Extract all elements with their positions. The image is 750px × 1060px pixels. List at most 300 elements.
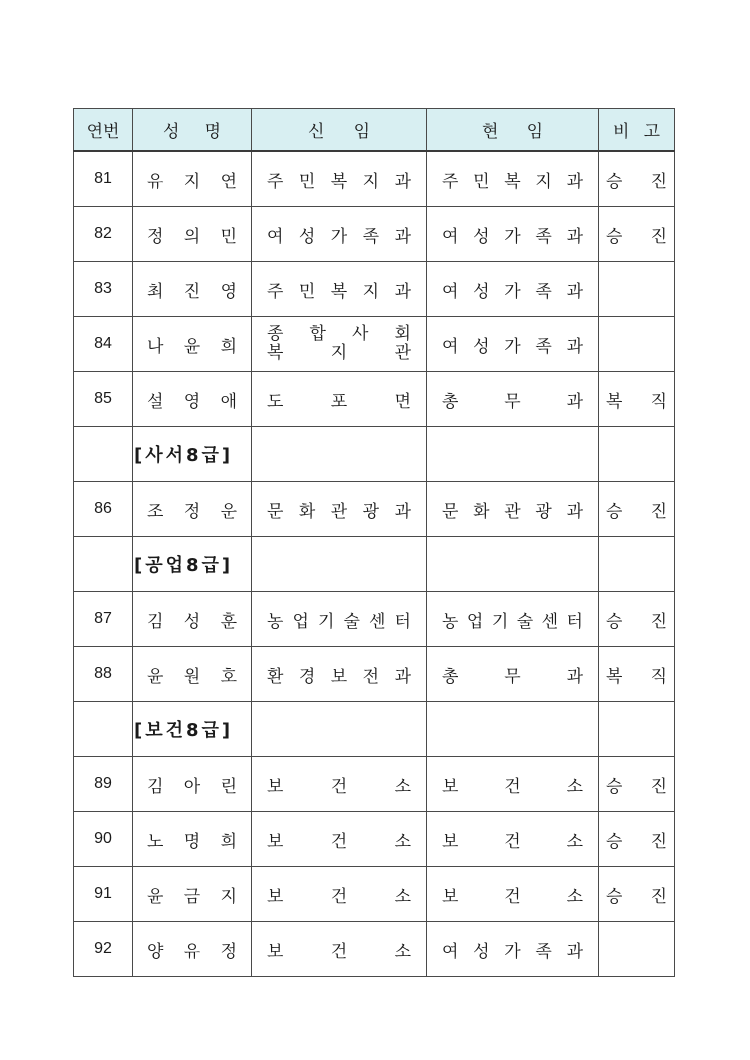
person-name — [133, 482, 251, 536]
new-post-char: 건 — [330, 831, 348, 852]
person-name-char: 윤 — [147, 666, 164, 687]
new-post — [252, 482, 426, 536]
new-post-char: 주 — [267, 281, 284, 302]
new-post-cell — [252, 647, 427, 702]
table-row — [74, 207, 675, 262]
note — [599, 757, 674, 811]
new-post-char: 면 — [394, 391, 411, 412]
section-label: [공업8급] — [134, 555, 234, 576]
person-name-char: 유 — [147, 171, 164, 192]
new-post-char: 보 — [330, 666, 348, 687]
header-name-char: 성 — [163, 122, 180, 142]
new-post-cell — [252, 427, 427, 482]
current-post-cell — [427, 372, 599, 427]
person-name-char: 영 — [220, 281, 237, 302]
new-post — [252, 262, 426, 316]
row-number: 88 — [94, 665, 112, 682]
current-post — [427, 647, 598, 701]
row-number: 89 — [94, 775, 112, 792]
no-cell — [74, 262, 133, 317]
current-post-char: 족 — [535, 226, 552, 247]
current-post — [427, 262, 598, 316]
current-post — [427, 317, 598, 371]
new-post-char: 소 — [394, 941, 411, 962]
person-name-char: 조 — [147, 501, 164, 522]
section-label-cell — [133, 537, 252, 592]
table-row — [74, 647, 675, 702]
person-name-char: 의 — [183, 226, 201, 247]
current-post-char: 가 — [504, 336, 521, 357]
current-post-char: 보 — [442, 776, 459, 797]
new-post-two-line — [252, 317, 426, 371]
current-post-char: 여 — [442, 281, 459, 302]
person-name-char: 진 — [183, 281, 201, 302]
current-post — [427, 482, 598, 536]
note — [599, 152, 674, 206]
new-post-char: 과 — [394, 171, 411, 192]
current-post-char: 가 — [504, 941, 521, 962]
current-post-char: 복 — [504, 171, 521, 192]
header-current-post — [427, 109, 599, 152]
current-post-cell — [427, 702, 599, 757]
header-note-char: 고 — [643, 122, 660, 142]
person-name-char: 윤 — [183, 336, 201, 357]
header-no — [74, 109, 133, 152]
current-post-char: 여 — [442, 336, 459, 357]
header-new-post-char: 신 — [308, 122, 325, 142]
new-post-cell — [252, 757, 427, 812]
current-post-char: 무 — [504, 666, 521, 687]
row-number: 92 — [94, 940, 112, 957]
new-post-char: 민 — [298, 171, 316, 192]
new-post-cell — [252, 262, 427, 317]
row-number: 85 — [94, 390, 112, 407]
current-post-char: 화 — [473, 501, 490, 522]
new-post-cell — [252, 482, 427, 537]
current-post-char: 가 — [504, 226, 521, 247]
row-number: 82 — [94, 225, 112, 242]
new-post-char: 합 — [309, 324, 326, 344]
person-name-char: 희 — [220, 336, 237, 357]
note-char: 진 — [650, 501, 667, 522]
current-post-char: 소 — [566, 776, 583, 797]
name-cell — [133, 207, 252, 262]
person-name-char: 유 — [183, 941, 201, 962]
note-char: 복 — [606, 666, 623, 687]
current-post-char: 농 — [442, 611, 459, 632]
new-post-char: 소 — [394, 776, 411, 797]
new-post-char: 문 — [267, 501, 284, 522]
note-char: 복 — [606, 391, 623, 412]
person-name-char: 민 — [220, 226, 237, 247]
new-post-cell — [252, 702, 427, 757]
note-char: 직 — [650, 391, 667, 412]
no-cell — [74, 427, 133, 482]
new-post-cell — [252, 592, 427, 647]
current-post-char: 소 — [566, 831, 583, 852]
header-name — [133, 109, 252, 152]
new-post-line — [267, 344, 411, 363]
person-name-char: 노 — [147, 831, 164, 852]
current-post-char: 광 — [535, 501, 552, 522]
table-row — [74, 372, 675, 427]
person-name — [133, 207, 251, 261]
new-post-char: 과 — [394, 281, 411, 302]
no-cell — [74, 317, 133, 372]
current-post-char: 주 — [442, 171, 459, 192]
note-cell — [599, 317, 675, 372]
no-cell — [74, 922, 133, 977]
person-name-char: 희 — [220, 831, 237, 852]
note-cell — [599, 592, 675, 647]
person-name-char: 김 — [147, 611, 164, 632]
note-char: 진 — [650, 611, 667, 632]
current-post-char: 족 — [535, 336, 552, 357]
current-post — [427, 207, 598, 261]
new-post-char: 보 — [267, 776, 284, 797]
table-row — [74, 592, 675, 647]
name-cell — [133, 592, 252, 647]
note-cell — [599, 427, 675, 482]
new-post-char: 화 — [298, 501, 316, 522]
new-post-char: 과 — [394, 226, 411, 247]
new-post-char: 성 — [298, 226, 316, 247]
no-cell — [74, 812, 133, 867]
current-post-char: 술 — [516, 611, 534, 632]
current-post-char: 과 — [566, 941, 583, 962]
current-post-cell — [427, 207, 599, 262]
name-cell — [133, 317, 252, 372]
new-post-char: 소 — [394, 831, 411, 852]
section-row — [74, 702, 675, 757]
current-post — [427, 592, 598, 646]
current-post-char: 성 — [473, 336, 490, 357]
current-post-char: 과 — [566, 336, 583, 357]
current-post-char: 과 — [566, 391, 583, 412]
new-post-cell — [252, 317, 427, 372]
note-char: 승 — [606, 886, 623, 907]
current-post-char: 보 — [442, 886, 459, 907]
new-post-char: 회 — [394, 324, 411, 344]
header-new-post-char: 임 — [353, 122, 370, 142]
current-post-char: 과 — [566, 226, 583, 247]
table-row — [74, 262, 675, 317]
new-post-char: 지 — [362, 281, 380, 302]
row-number: 84 — [94, 335, 112, 352]
current-post-char: 기 — [491, 611, 509, 632]
person-name — [133, 867, 251, 921]
new-post-char: 가 — [330, 226, 348, 247]
table-row — [74, 867, 675, 922]
new-post-char: 건 — [330, 776, 348, 797]
new-post-char: 터 — [394, 611, 411, 632]
note-char: 승 — [606, 226, 623, 247]
new-post — [252, 922, 426, 976]
new-post-char: 복 — [330, 281, 348, 302]
new-post-char: 포 — [330, 391, 348, 412]
new-post-char: 지 — [362, 171, 380, 192]
no-cell — [74, 151, 133, 207]
new-post — [252, 152, 426, 206]
current-post-char: 과 — [566, 171, 583, 192]
note — [599, 867, 674, 921]
note-char: 직 — [650, 666, 667, 687]
person-name-char: 연 — [220, 171, 237, 192]
note — [599, 207, 674, 261]
new-post-char: 농 — [267, 611, 284, 632]
new-post-char: 사 — [352, 324, 369, 344]
person-name-char: 양 — [147, 941, 164, 962]
new-post-char: 족 — [362, 226, 380, 247]
current-post-char: 보 — [442, 831, 459, 852]
note-char: 진 — [650, 776, 667, 797]
no-cell — [74, 482, 133, 537]
person-name-char: 훈 — [220, 611, 237, 632]
current-post-char: 민 — [473, 171, 490, 192]
note — [599, 647, 674, 701]
current-post-char: 성 — [473, 281, 490, 302]
name-cell — [133, 757, 252, 812]
person-name-char: 최 — [147, 281, 164, 302]
header-name-char: 명 — [204, 122, 221, 142]
current-post-char: 건 — [504, 776, 521, 797]
name-cell — [133, 867, 252, 922]
note-char: 승 — [606, 611, 623, 632]
current-post-cell — [427, 592, 599, 647]
no-cell — [74, 592, 133, 647]
new-post-char: 환 — [267, 666, 284, 687]
name-cell — [133, 151, 252, 207]
note — [599, 482, 674, 536]
note-cell — [599, 922, 675, 977]
current-post-char: 여 — [442, 941, 459, 962]
current-post-cell — [427, 647, 599, 702]
current-post-cell — [427, 867, 599, 922]
current-post-cell — [427, 812, 599, 867]
no-cell — [74, 702, 133, 757]
row-number: 87 — [94, 610, 112, 627]
header-new-post — [252, 109, 427, 152]
new-post-char: 관 — [394, 343, 411, 363]
new-post-cell — [252, 372, 427, 427]
current-post-char: 과 — [566, 501, 583, 522]
note — [599, 812, 674, 866]
new-post-char: 기 — [318, 611, 335, 632]
new-post-line — [267, 325, 411, 344]
current-post-cell — [427, 922, 599, 977]
new-post-char: 지 — [330, 343, 348, 363]
name-cell — [133, 372, 252, 427]
person-name-char: 린 — [220, 776, 237, 797]
name-cell — [133, 262, 252, 317]
person-name-char: 윤 — [147, 886, 164, 907]
current-post-char: 소 — [566, 886, 583, 907]
table-row — [74, 151, 675, 207]
person-name-char: 금 — [183, 886, 201, 907]
new-post-char: 복 — [267, 343, 284, 363]
row-number: 83 — [94, 280, 112, 297]
person-name-char: 원 — [183, 666, 201, 687]
new-post-cell — [252, 812, 427, 867]
person-name-char: 설 — [147, 391, 164, 412]
current-post — [427, 867, 598, 921]
table-row — [74, 317, 675, 372]
person-name-char: 호 — [220, 666, 237, 687]
current-post-cell — [427, 151, 599, 207]
new-post-char: 보 — [267, 886, 284, 907]
note-cell — [599, 812, 675, 867]
current-post-cell — [427, 537, 599, 592]
note-cell — [599, 372, 675, 427]
new-post-char: 도 — [267, 391, 284, 412]
note-char: 진 — [650, 171, 667, 192]
new-post-char: 센 — [369, 611, 386, 632]
new-post-cell — [252, 207, 427, 262]
note-cell — [599, 867, 675, 922]
current-post-char: 과 — [566, 281, 583, 302]
name-cell — [133, 812, 252, 867]
note-char: 승 — [606, 501, 623, 522]
person-name-char: 나 — [147, 336, 164, 357]
person-name — [133, 922, 251, 976]
table-row — [74, 757, 675, 812]
new-post — [252, 647, 426, 701]
current-post-char: 총 — [442, 666, 459, 687]
person-name-char: 지 — [183, 171, 201, 192]
new-post — [252, 757, 426, 811]
note-cell — [599, 482, 675, 537]
section-label-cell — [133, 702, 252, 757]
person-name-char: 김 — [147, 776, 164, 797]
no-cell — [74, 537, 133, 592]
note-char: 승 — [606, 171, 623, 192]
current-post-char: 건 — [504, 831, 521, 852]
note-cell — [599, 757, 675, 812]
note-cell — [599, 647, 675, 702]
new-post — [252, 867, 426, 921]
table-row — [74, 922, 675, 977]
current-post-char: 족 — [535, 941, 552, 962]
new-post-char: 업 — [292, 611, 309, 632]
new-post — [252, 372, 426, 426]
current-post-char: 건 — [504, 886, 521, 907]
note-char: 진 — [650, 226, 667, 247]
current-post — [427, 757, 598, 811]
new-post-char: 보 — [267, 941, 284, 962]
person-name-char: 성 — [183, 611, 201, 632]
new-post-char: 건 — [330, 941, 348, 962]
header-note-char: 비 — [613, 122, 630, 142]
person-name-char: 애 — [220, 391, 237, 412]
person-name-char: 아 — [183, 776, 201, 797]
current-post-cell — [427, 262, 599, 317]
table-body — [74, 151, 675, 977]
current-post-char: 지 — [535, 171, 552, 192]
row-number: 81 — [94, 170, 112, 187]
person-name — [133, 317, 251, 371]
current-post — [427, 812, 598, 866]
current-post — [427, 152, 598, 206]
header-note — [599, 109, 675, 152]
person-name — [133, 757, 251, 811]
current-post-cell — [427, 317, 599, 372]
current-post-char: 족 — [535, 281, 552, 302]
note-char: 진 — [650, 831, 667, 852]
table-header — [74, 109, 675, 152]
section-row — [74, 537, 675, 592]
no-cell — [74, 207, 133, 262]
new-post-char: 술 — [343, 611, 360, 632]
new-post-char: 과 — [394, 666, 411, 687]
row-number: 91 — [94, 885, 112, 902]
section-label: [사서8급] — [134, 445, 234, 466]
current-post-char: 과 — [566, 666, 583, 687]
person-name-char: 정 — [220, 941, 237, 962]
no-cell — [74, 867, 133, 922]
person-name — [133, 262, 251, 316]
current-post-char: 무 — [504, 391, 521, 412]
current-post-char: 문 — [442, 501, 459, 522]
new-post-char: 여 — [267, 226, 284, 247]
header-current-post-char: 임 — [526, 122, 543, 142]
note-char: 승 — [606, 831, 623, 852]
name-cell — [133, 647, 252, 702]
current-post-char: 총 — [442, 391, 459, 412]
section-label-cell — [133, 427, 252, 482]
new-post-char: 관 — [330, 501, 348, 522]
no-cell — [74, 647, 133, 702]
new-post-cell — [252, 922, 427, 977]
new-post — [252, 592, 426, 646]
new-post-cell — [252, 151, 427, 207]
note-cell — [599, 151, 675, 207]
person-name — [133, 592, 251, 646]
current-post-cell — [427, 427, 599, 482]
new-post-char: 건 — [330, 886, 348, 907]
person-name-char: 영 — [183, 391, 201, 412]
person-name-char: 정 — [183, 501, 201, 522]
person-name — [133, 372, 251, 426]
no-cell — [74, 372, 133, 427]
section-row — [74, 427, 675, 482]
name-cell — [133, 482, 252, 537]
person-name-char: 지 — [220, 886, 237, 907]
current-post-char: 관 — [504, 501, 521, 522]
name-cell — [133, 922, 252, 977]
person-name-char: 정 — [147, 226, 164, 247]
header-current-post-char: 현 — [482, 122, 499, 142]
note-cell — [599, 207, 675, 262]
new-post — [252, 812, 426, 866]
person-name-char: 명 — [183, 831, 201, 852]
new-post-char: 주 — [267, 171, 284, 192]
person-name — [133, 647, 251, 701]
current-post-cell — [427, 757, 599, 812]
note — [599, 372, 674, 426]
current-post — [427, 372, 598, 426]
new-post-char: 과 — [394, 501, 411, 522]
new-post-char: 민 — [298, 281, 316, 302]
table-row — [74, 812, 675, 867]
header-no-label: 연번 — [86, 122, 120, 142]
note — [599, 592, 674, 646]
note-char: 승 — [606, 776, 623, 797]
new-post-char: 경 — [298, 666, 316, 687]
current-post-char: 여 — [442, 226, 459, 247]
header-row — [74, 109, 675, 152]
row-number: 86 — [94, 500, 112, 517]
current-post-char: 가 — [504, 281, 521, 302]
